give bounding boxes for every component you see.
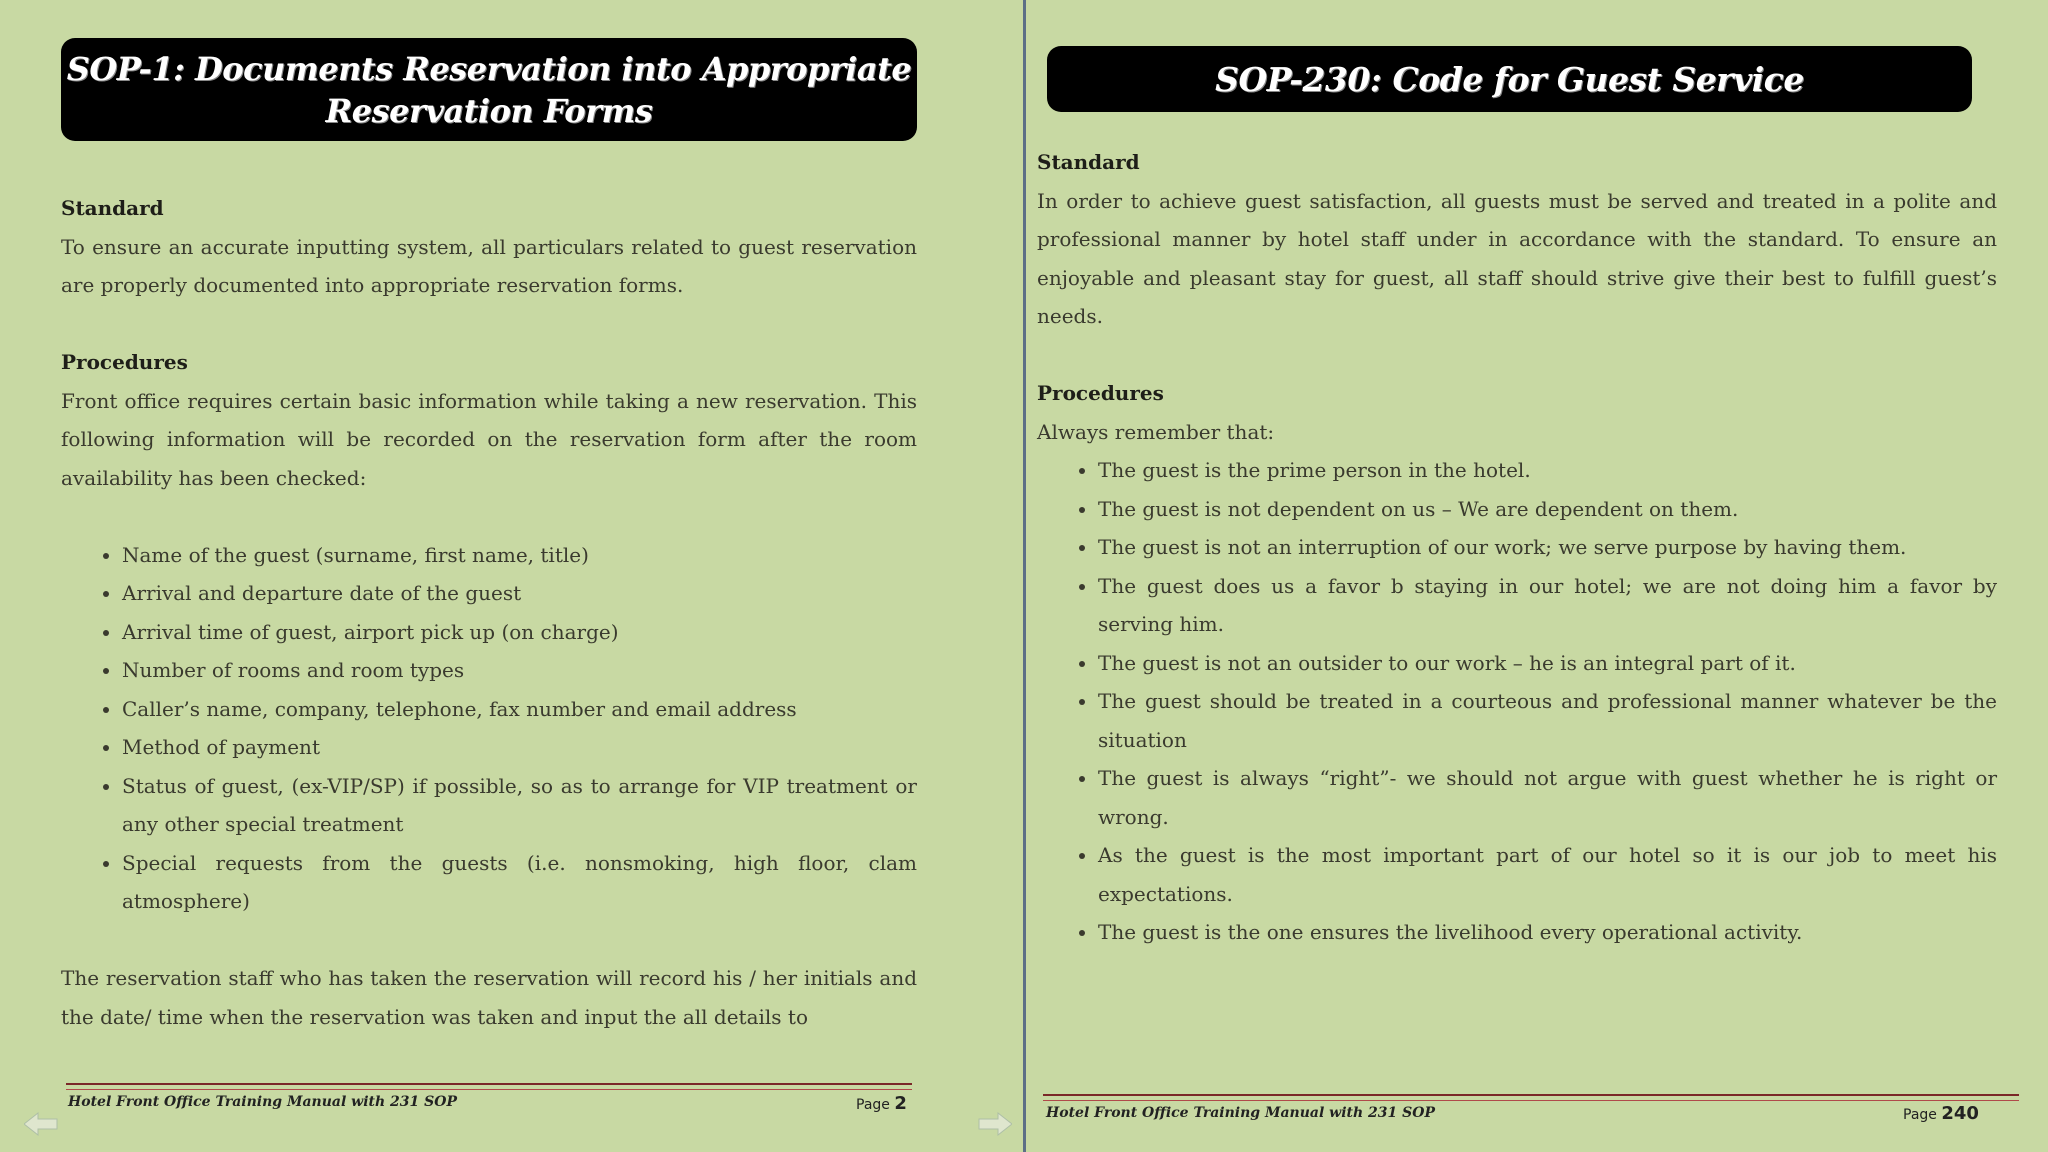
footer-title: Hotel Front Office Training Manual with 231 SOP bbox=[68, 1094, 457, 1110]
sop-title-banner bbox=[1047, 46, 1972, 112]
standard-heading: Standard bbox=[61, 196, 164, 220]
procedures-heading: Procedures bbox=[61, 350, 188, 374]
list-item: • As the guest is the most important part of our hotel so it is our job to meet his expectations. bbox=[1098, 836, 1997, 913]
list-item: • The guest is not an outsider to our work – he is an integral part of it. bbox=[1098, 644, 1997, 683]
list-item: • Status of guest, (ex-VIP/SP) if possible, so as to arrange for VIP treatment or any other special treatment bbox=[122, 767, 917, 844]
right-page bbox=[1026, 0, 2048, 1152]
footer-rule bbox=[66, 1083, 912, 1090]
list-item: • The guest is always “right”- we should not argue with guest whether he is right or wrong. bbox=[1098, 759, 1997, 836]
page-number-label bbox=[856, 1093, 907, 1114]
standard-text: To ensure an accurate inputting system, all particulars related to guest reservation are properly documented into appropriate reservation forms. bbox=[61, 234, 917, 297]
procedures-intro: Always remember that: bbox=[1037, 419, 1275, 444]
procedures-text: Front office requires certain basic information while taking a new reservation. This following information will be recorded on the reservation form after the room availability has been checked: bbox=[61, 388, 917, 490]
sop-title: SOP-1: Documents Reservation into Appropriate Reservation Forms bbox=[66, 49, 912, 130]
list-item: • The guest should be treated in a courteous and professional manner whatever be the situation bbox=[1098, 682, 1997, 759]
standard-text: In order to achieve guest satisfaction, all guests must be served and treated in a polite and professional manner by hotel staff under in accordance with the standard. To ensure an enjoyable and pleasant stay for guest, all staff should strive give their best to fulfill guest’s needs. bbox=[1037, 188, 1997, 328]
page-label: Page bbox=[856, 1097, 890, 1113]
page-label: Page bbox=[1903, 1107, 1937, 1123]
standard-heading: Standard bbox=[1037, 150, 1140, 174]
sop-title: SOP-230: Code for Guest Service bbox=[1215, 59, 1804, 99]
left-page bbox=[0, 0, 1023, 1152]
page-number: 2 bbox=[894, 1093, 907, 1114]
list-item: • The guest does us a favor b staying in our hotel; we are not doing him a favor by serving him. bbox=[1098, 567, 1997, 644]
list-item: • Special requests from the guests (i.e. nonsmoking, high floor, clam atmosphere) bbox=[122, 844, 917, 921]
list-item: • Arrival and departure date of the guest bbox=[122, 574, 917, 613]
list-item: • The guest is the one ensures the livelihood every operational activity. bbox=[1098, 913, 1997, 952]
footer-rule bbox=[1043, 1094, 2019, 1101]
procedures-heading: Procedures bbox=[1037, 381, 1164, 405]
left-arrow-icon[interactable] bbox=[24, 1112, 58, 1136]
list-item: • Number of rooms and room types bbox=[122, 651, 917, 690]
page-number: 240 bbox=[1941, 1103, 1979, 1124]
list-item: • Arrival time of guest, airport pick up (on charge) bbox=[122, 613, 917, 652]
list-item: • The guest is not dependent on us – We are dependent on them. bbox=[1098, 490, 1997, 529]
list-item: • The guest is the prime person in the hotel. bbox=[1098, 451, 1997, 490]
info-list bbox=[61, 536, 917, 921]
footer-title: Hotel Front Office Training Manual with 231 SOP bbox=[1046, 1105, 1435, 1121]
list-item: • Caller’s name, company, telephone, fax number and email address bbox=[122, 690, 917, 729]
page-content bbox=[1037, 143, 1997, 952]
guest-rules-list bbox=[1037, 451, 1997, 952]
right-arrow-icon[interactable] bbox=[978, 1112, 1012, 1136]
list-item: • Name of the guest (surname, first name, title) bbox=[122, 536, 917, 575]
page-number-label bbox=[1903, 1103, 1979, 1124]
closing-text: The reservation staff who has taken the reservation will record his / her initials and the date/ time when the reservation was taken and input the all details to bbox=[61, 966, 917, 1029]
page-content bbox=[61, 189, 917, 1036]
list-item: • Method of payment bbox=[122, 728, 917, 767]
sop-title-banner bbox=[61, 38, 917, 141]
list-item: • The guest is not an interruption of our work; we serve purpose by having them. bbox=[1098, 528, 1997, 567]
